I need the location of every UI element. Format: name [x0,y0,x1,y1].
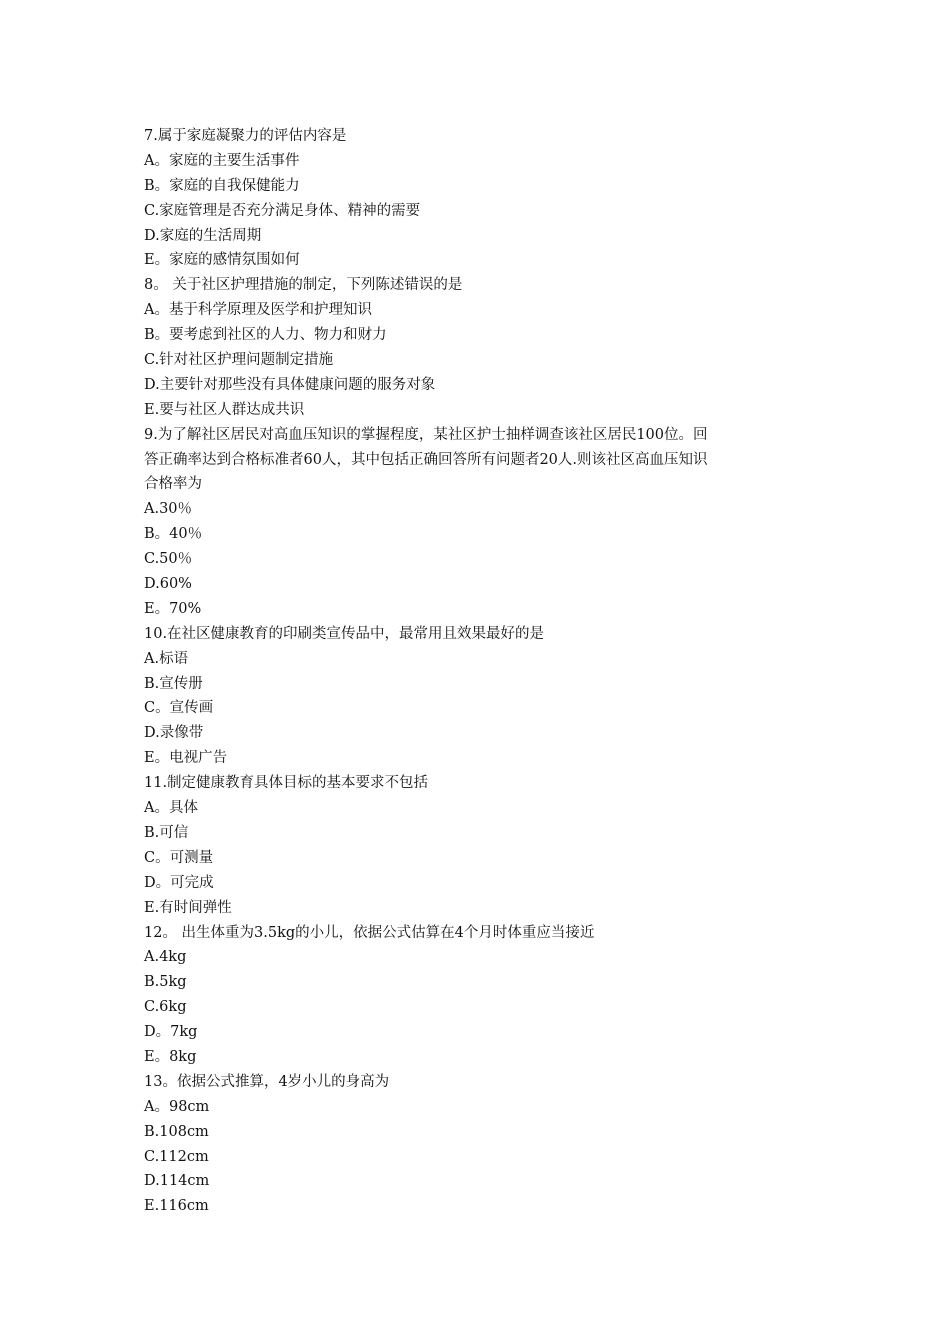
option-a: A。基于科学原理及医学和护理知识 [144,302,372,319]
document-page [144,124,814,1219]
option-d: D.家庭的生活周期 [144,227,262,244]
option-c: C.针对社区护理问题制定措施 [144,352,334,369]
question-12 [144,921,814,1070]
option-b: B.宣传册 [144,675,203,692]
question-stem: 12。 出生体重为3.5kg的小儿，依据公式估算在4个月时体重应当接近 [144,924,595,941]
question-11 [144,771,814,920]
question-stem: 10.在社区健康教育的印刷类宣传品中，最常用且效果最好的是 [144,625,545,642]
question-stem: 7.属于家庭凝聚力的评估内容是 [144,128,347,144]
option-e: E。电视广告 [144,750,228,767]
option-d: D。7kg [144,1024,198,1041]
question-7 [144,124,814,273]
option-c: C。可测量 [144,849,214,866]
option-d: D.主要针对那些没有具体健康问题的服务对象 [144,376,436,393]
option-e: E.116cm [144,1198,209,1215]
option-b: B。40％ [144,526,203,543]
question-13 [144,1070,814,1219]
option-d: D.114cm [144,1173,210,1190]
question-stem: 8。 关于社区护理措施的制定，下列陈述错误的是 [144,277,463,294]
option-c: C.112cm [144,1148,209,1165]
question-8 [144,273,814,422]
option-a: A.4kg [144,949,187,966]
option-d: D。可完成 [144,874,214,891]
question-stem: 13。依据公式推算，4岁小儿的身高为 [144,1073,390,1090]
option-b: B。家庭的自我保健能力 [144,177,300,194]
option-b: B。要考虑到社区的人力、物力和财力 [144,327,387,344]
option-a: A。98cm [144,1098,210,1115]
option-c: C.50％ [144,551,193,568]
option-c: C.6kg [144,999,187,1016]
option-e: E。家庭的感情氛围如何 [144,252,300,269]
question-stem-line-1: 9.为了解社区居民对高血压知识的掌握程度，某社区护士抽样调查该社区居民100位。回 [144,426,708,443]
option-c: C。宣传画 [144,700,214,717]
option-e: E。70% [144,600,202,617]
option-a: A.30％ [144,501,193,518]
option-e: E。8kg [144,1048,197,1065]
option-e: E.要与社区人群达成共识 [144,401,305,418]
question-stem-line-2: 答正确率达到合格标准者60人，其中包括正确回答所有问题者20人.则该社区高血压知识 [144,451,708,468]
option-a: A.标语 [144,650,189,667]
option-d: D.录像带 [144,725,204,742]
question-9 [144,423,814,622]
question-10 [144,622,814,771]
option-b: B.5kg [144,974,187,991]
option-d: D.60% [144,576,192,593]
option-a: A。家庭的主要生活事件 [144,152,300,169]
option-e: E.有时间弹性 [144,899,232,916]
option-b: B.108cm [144,1123,209,1140]
option-b: B.可信 [144,824,189,841]
question-stem-line-3: 合格率为 [144,476,202,493]
question-stem: 11.制定健康教育具体目标的基本要求不包括 [144,775,429,792]
option-c: C.家庭管理是否充分满足身体、精神的需要 [144,202,421,219]
option-a: A。具体 [144,800,198,817]
